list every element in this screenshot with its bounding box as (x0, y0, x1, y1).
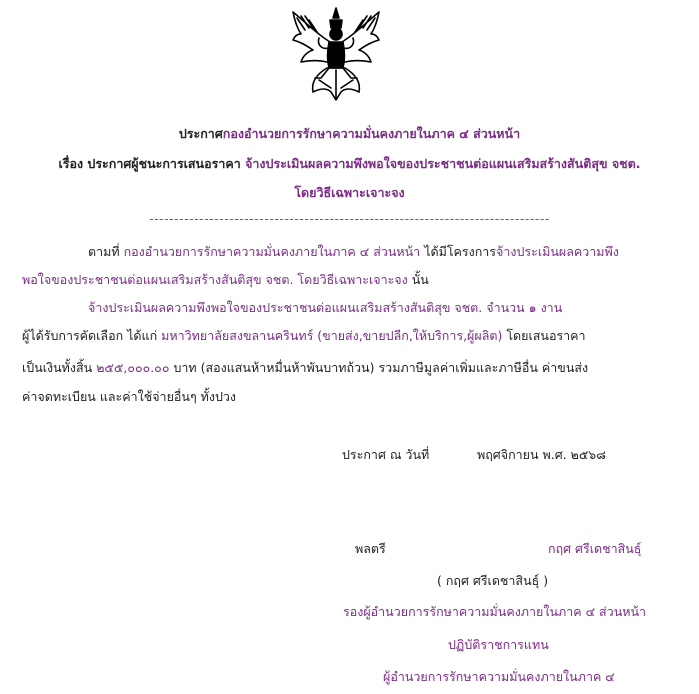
announce-date-label: ประกาศ ณ วันที่ (342, 447, 430, 462)
divider-line: -------------------------------------------------------------------------------- (149, 211, 550, 226)
p1-project-part-1: จ้างประเมินผลความพึง (496, 244, 619, 259)
body-amount-line (22, 358, 588, 378)
garuda-emblem-icon (287, 4, 385, 104)
winner-name: มหาวิทยาลัยสงขลานครินทร์ (ขายส่ง,ขายปลีก,ให้บริการ,ผู้ผลิต) (161, 328, 503, 343)
p1-end: นั้น (411, 272, 429, 287)
announcement-heading (0, 124, 699, 144)
body-winner-line (22, 326, 586, 346)
amount-lead: เป็นเงินทั้งสิ้น (22, 360, 93, 375)
signer-rank: พลตรี (355, 541, 386, 556)
winner-tail: โดยเสนอราคา (506, 328, 586, 343)
body-fees-line: ค่าจดทะเบียน และค่าใช้จ่ายอื่นๆ ทั้งปวง (22, 389, 237, 404)
p1-organization: กองอำนวยการรักษาความมั่นคงภายในภาค ๔ ส่วนหน้า (123, 244, 421, 259)
winner-lead: ผู้ได้รับการคัดเลือก ได้แก่ (22, 328, 158, 343)
subject-line (0, 154, 699, 174)
signer-position-1: รองผู้อำนวยการรักษาความมั่นคงภายในภาค ๔ ส่วนหน้า (343, 604, 647, 619)
p1-project-part-2: พอใจของประชาชนต่อแผนเสริมสร้างสันติสุข จชต. โดยวิธีเฉพาะเจาะจง (22, 272, 408, 287)
subject-title: จ้างประเมินผลความพึงพอใจของประชาชนต่อแผนเสริมสร้างสันติสุข จชต. (245, 156, 641, 171)
p1-mid: ได้มีโครงการ (424, 244, 497, 259)
amount-tail: บาท (สองแสนห้าหมื่นห้าพันบาทถ้วน) รวมภาษีมูลค่าเพิ่มและภาษีอื่น ค่าขนส่ง (173, 360, 589, 375)
amount-value: ๒๕๕,๐๐๐.๐๐ (96, 360, 170, 375)
signer-position-2: ปฏิบัติราชการแทน (448, 637, 549, 652)
signer-name-parenthetical: ( กฤศ ศรีเดชาสินธุ์ ) (437, 573, 549, 588)
subject-method: โดยวิธีเฉพาะเจาะจง (294, 185, 405, 200)
body-paragraph-1-line-1 (88, 242, 619, 262)
announcing-organization: กองอำนวยการรักษาความมั่นคงภายในภาค ๔ ส่วนหน้า (222, 126, 521, 141)
body-paragraph-1-line-2 (22, 270, 429, 290)
p1-lead: ตามที่ (88, 244, 120, 259)
announcement-prefix: ประกาศ (178, 126, 223, 141)
signer-position-3: ผู้อำนวยการรักษาความมั่นคงภายในภาค ๔ (383, 669, 615, 684)
announce-date: พฤศจิกายน พ.ศ. ๒๕๖๘ (477, 447, 606, 462)
signer-name: กฤศ ศรีเดชาสินธุ์ (548, 541, 642, 556)
subject-label: เรื่อง ประกาศผู้ชนะการเสนอราคา (58, 156, 241, 171)
procurement-item: จ้างประเมินผลความพึงพอใจของประชาชนต่อแผนเสริมสร้างสันติสุข จชต. จำนวน ๑ งาน (88, 300, 563, 315)
